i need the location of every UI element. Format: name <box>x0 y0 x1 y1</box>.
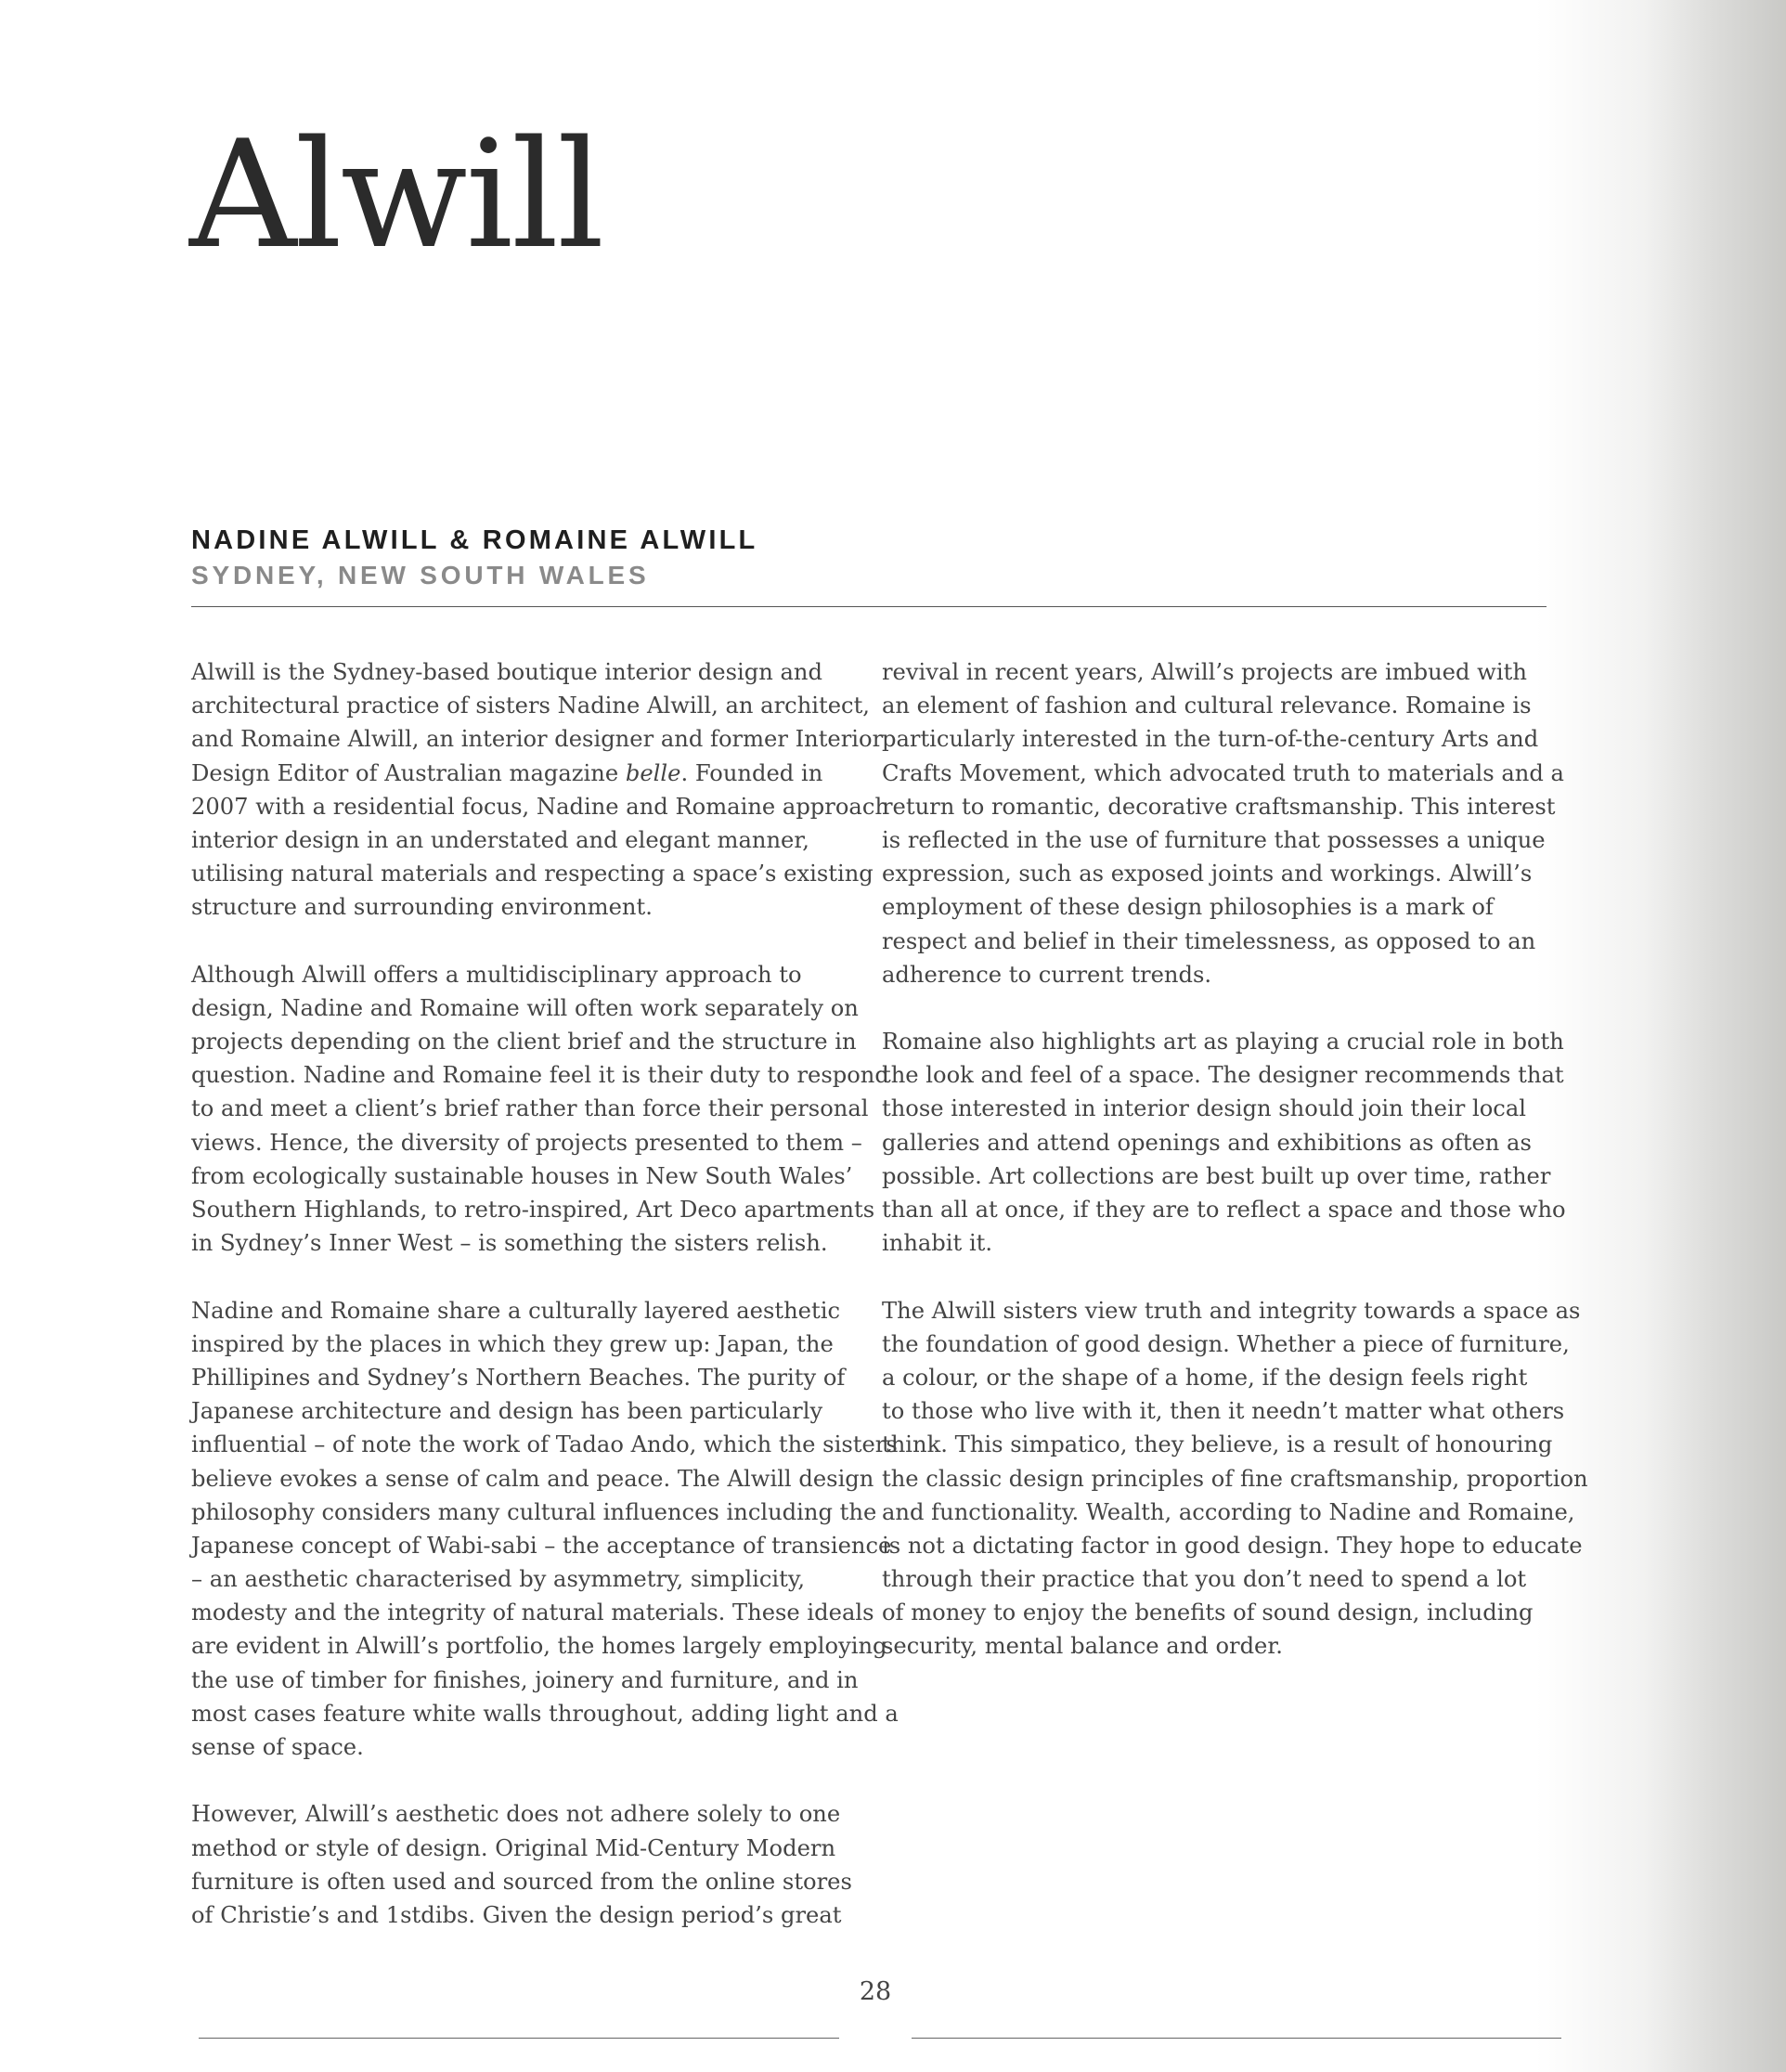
text-line: Alwill is the Sydney-based boutique interior design and <box>191 659 822 685</box>
text-line: to those who live with it, then it needn’t matter what others <box>882 1398 1565 1425</box>
text-line: inspired by the places in which they grew up: Japan, the <box>191 1330 834 1357</box>
text-line: Nadine and Romaine share a culturally layered aesthetic <box>191 1297 840 1324</box>
text-line: possible. Art collections are best built up over time, rather <box>882 1162 1551 1189</box>
text-line: influential – of note the work of Tadao Ando, which the sisters <box>191 1431 898 1458</box>
designer-names: NADINE ALWILL & ROMAINE ALWILL <box>191 525 758 555</box>
text-line: structure and surrounding environment. <box>191 894 653 921</box>
text-line: Romaine also highlights art as playing a crucial role in both <box>882 1029 1564 1055</box>
text-line: the use of timber for finishes, joinery and furniture, and in <box>191 1666 859 1693</box>
text-line: return to romantic, decorative craftsmanship. This interest <box>882 793 1556 820</box>
text-line: inhabit it. <box>882 1230 993 1257</box>
text-line: However, Alwill’s aesthetic does not adhere solely to one <box>191 1801 841 1828</box>
text-line: to and meet a client’s brief rather than force their personal <box>191 1095 869 1122</box>
text-line: through their practice that you don’t need to spend a lot <box>882 1566 1527 1593</box>
header-divider <box>191 606 1547 607</box>
magazine-name: belle <box>625 759 681 786</box>
text-line: sense of space. <box>191 1734 364 1760</box>
text-line: 2007 with a residential focus, Nadine and Romaine approach <box>191 793 889 820</box>
text-line: the look and feel of a space. The designer recommends that <box>882 1062 1564 1089</box>
text-line: and functionality. Wealth, according to Nadine and Romaine, <box>882 1498 1575 1525</box>
text-line: security, mental balance and order. <box>882 1633 1283 1660</box>
text-line: and Romaine Alwill, an interior designer and former Interior <box>191 726 884 753</box>
text-line: views. Hence, the diversity of projects presented to them – <box>191 1129 862 1156</box>
text-line: than all at once, if they are to reflect a space and those who <box>882 1197 1566 1223</box>
text-line: believe evokes a sense of calm and peace. The Alwill design <box>191 1465 874 1492</box>
text-line: are evident in Alwill’s portfolio, the homes largely employing <box>191 1633 887 1660</box>
text-line: most cases feature white walls throughout, adding light and a <box>191 1700 899 1727</box>
right-text-column <box>882 655 1588 1664</box>
text-line: think. This simpatico, they believe, is a result of honouring <box>882 1431 1553 1458</box>
paragraph-gap <box>191 925 860 958</box>
text-line: method or style of design. Original Mid-Century Modern <box>191 1834 836 1861</box>
text-line: question. Nadine and Romaine feel it is their duty to respond <box>191 1062 889 1089</box>
paragraph-gap <box>191 1260 860 1293</box>
text-line: respect and belief in their timelessness, as opposed to an <box>882 927 1536 954</box>
text-line: The Alwill sisters view truth and integrity towards a space as <box>882 1297 1581 1324</box>
page-number: 28 <box>859 1977 892 2006</box>
text-line: Southern Highlands, to retro-inspired, Art Deco apartments <box>191 1197 875 1223</box>
text-line: a colour, or the shape of a home, if the design feels right <box>882 1364 1528 1391</box>
text-line: those interested in interior design should join their local <box>882 1095 1526 1122</box>
text-line: Phillipines and Sydney’s Northern Beaches. The purity of <box>191 1364 846 1391</box>
text-line: galleries and attend openings and exhibitions as often as <box>882 1129 1532 1156</box>
footer-divider-left <box>199 2038 839 2039</box>
text-line: from ecologically sustainable houses in New South Wales’ <box>191 1162 853 1189</box>
text-line: utilising natural materials and respecting a space’s existing <box>191 861 874 887</box>
text-line: an element of fashion and cultural relevance. Romaine is <box>882 693 1532 719</box>
text-line: interior design in an understated and elegant manner, <box>191 826 809 853</box>
text-line: particularly interested in the turn-of-the-century Arts and <box>882 726 1539 753</box>
text-line: modesty and the integrity of natural materials. These ideals <box>191 1599 874 1626</box>
text-line: adherence to current trends. <box>882 961 1212 988</box>
text-line: revival in recent years, Alwill’s projects are imbued with <box>882 659 1527 685</box>
text-line: Japanese architecture and design has been particularly <box>191 1398 823 1425</box>
text-line: is reflected in the use of furniture that possesses a unique <box>882 826 1546 853</box>
designer-location: SYDNEY, NEW SOUTH WALES <box>191 561 650 589</box>
text-line: is not a dictating factor in good design. They hope to educate <box>882 1532 1583 1559</box>
page-title: Alwill <box>189 108 603 281</box>
paragraph-gap <box>191 1764 860 1797</box>
text-fragment: . Founded in <box>680 759 823 786</box>
text-line: design, Nadine and Romaine will often work separately on <box>191 994 859 1021</box>
text-line: philosophy considers many cultural influences including the <box>191 1498 877 1525</box>
text-line: – an aesthetic characterised by asymmetry, simplicity, <box>191 1566 806 1593</box>
text-line: of money to enjoy the benefits of sound design, including <box>882 1599 1534 1626</box>
text-line: Crafts Movement, which advocated truth to materials and a <box>882 759 1564 786</box>
text-line: the classic design principles of fine craftsmanship, proportion <box>882 1465 1588 1492</box>
text-line: employment of these design philosophies is a mark of <box>882 894 1494 921</box>
text-line: the foundation of good design. Whether a piece of furniture, <box>882 1330 1570 1357</box>
paragraph-gap <box>882 991 1550 1025</box>
text-line: Design Editor of Australian magazine belle. Founded in <box>191 759 823 786</box>
text-line: expression, such as exposed joints and workings. Alwill’s <box>882 861 1533 887</box>
text-line: architectural practice of sisters Nadine Alwill, an architect, <box>191 693 870 719</box>
footer-divider-right <box>912 2038 1561 2039</box>
text-line: of Christie’s and 1stdibs. Given the design period’s great <box>191 1901 842 1928</box>
text-line: Although Alwill offers a multidisciplinary approach to <box>191 961 802 988</box>
text-line: furniture is often used and sourced from the online stores <box>191 1868 852 1895</box>
text-line: projects depending on the client brief and the structure in <box>191 1029 857 1055</box>
left-text-column <box>191 655 899 1932</box>
text-line: Japanese concept of Wabi-sabi – the acceptance of transience <box>191 1532 892 1559</box>
paragraph-gap <box>882 1260 1550 1293</box>
text-line: in Sydney’s Inner West – is something the sisters relish. <box>191 1230 828 1257</box>
